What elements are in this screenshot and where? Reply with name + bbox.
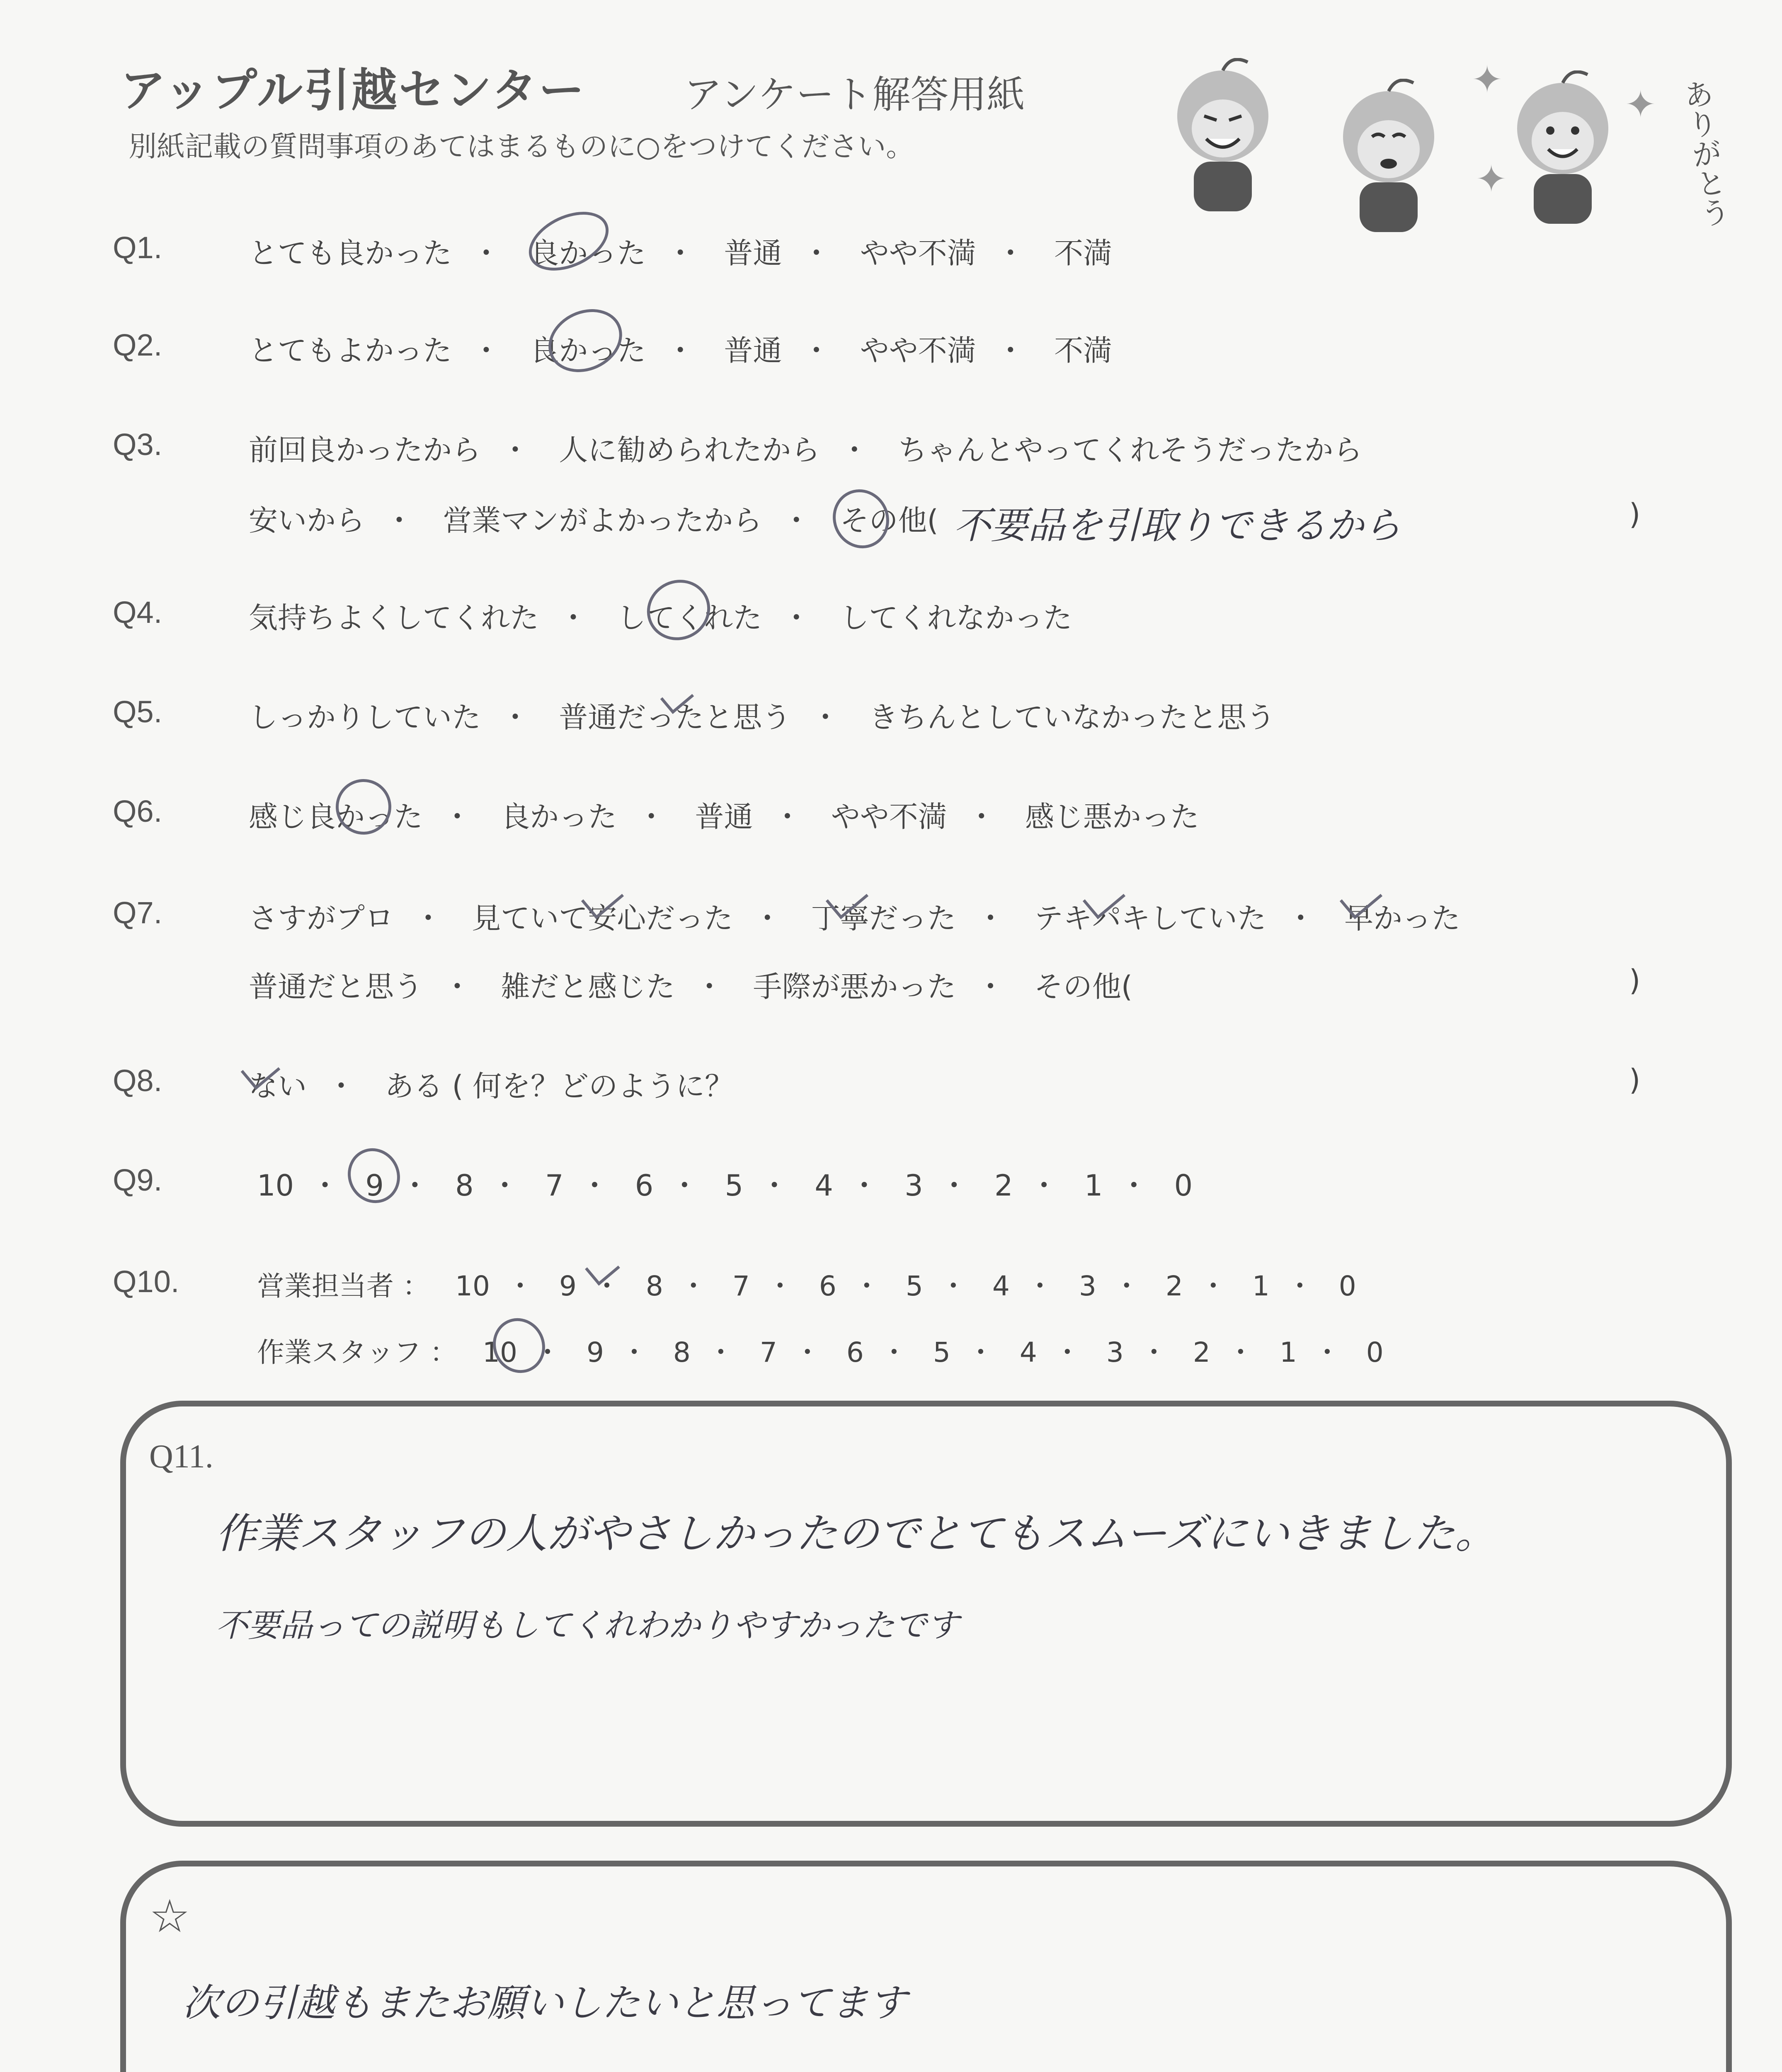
q10-label: Q10. — [113, 1264, 179, 1299]
q3-option[interactable]: 前回良かったから — [249, 433, 481, 467]
q10-staff-score[interactable]: 6 — [846, 1336, 864, 1368]
q3-close-paren: ) — [1629, 497, 1641, 531]
q10-sales-score[interactable]: 7 — [732, 1270, 750, 1302]
q3-label: Q3. — [113, 427, 162, 462]
q3-options-line2: 安いから ・ 営業マンがよかったから ・ その他( — [249, 503, 938, 537]
q7-option[interactable]: 手際が悪かった — [753, 970, 956, 1004]
q7-option[interactable]: 早かった — [1344, 901, 1461, 935]
q9-score[interactable]: 7 — [545, 1169, 564, 1203]
q8-options: ない ・ ある ( 何を？どのように？ — [249, 1069, 734, 1103]
q10-staff-scale: 作業スタッフ ： 10 ・ 9 ・ 8 ・ 7 ・ 6 ・ 5 ・ 4 ・ 3 ・ 2 ・ 1 ・ 0 — [257, 1336, 1384, 1368]
q9-score[interactable]: 3 — [904, 1169, 923, 1203]
q10-staff-score[interactable]: 7 — [759, 1336, 777, 1368]
q10-staff-score[interactable]: 4 — [1019, 1336, 1037, 1368]
q9-score[interactable]: 10 — [257, 1169, 294, 1203]
q6-label: Q6. — [113, 794, 162, 828]
star-icon: ☆ — [149, 1890, 190, 1943]
q5-label: Q5. — [113, 695, 162, 729]
q9-score[interactable]: 5 — [725, 1169, 744, 1203]
q1-option[interactable]: 不満 — [1054, 236, 1113, 270]
q10-staff-score[interactable]: 9 — [586, 1336, 604, 1368]
q9-score[interactable]: 0 — [1174, 1169, 1193, 1203]
q5-option[interactable]: きちんとしていなかったと思う — [869, 700, 1275, 734]
q1-option[interactable]: とても良かった — [249, 236, 452, 270]
q7-option[interactable]: 雑だと感じた — [501, 970, 675, 1004]
q2-option[interactable]: 普通 — [724, 334, 782, 368]
q10-sales-score[interactable]: 3 — [1079, 1270, 1096, 1302]
q6-option[interactable]: 普通 — [695, 800, 753, 834]
monkey-blushing-icon — [1326, 79, 1451, 236]
q10-staff-score[interactable]: 10 — [482, 1336, 517, 1368]
q6-option[interactable]: 良かった — [501, 800, 617, 834]
q8-option[interactable]: ある ( 何を？どのように？ — [385, 1069, 734, 1103]
q11-comment-line: 作業スタッフの人がやさしかったのでとてもスムーズにいきました。 — [216, 1509, 1496, 1558]
instructions: 別紙記載の質問事項のあてはまるものに○をつけてください。 — [128, 131, 914, 163]
monkey-laughing-icon — [1161, 58, 1285, 215]
q7-label: Q7. — [113, 896, 162, 930]
q5-option[interactable]: しっかりしていた — [249, 700, 481, 734]
q6-options: 感じ良かった ・ 良かった ・ 普通 ・ やや不満 ・ 感じ悪かった — [249, 800, 1200, 834]
answer-circle-mark — [637, 569, 720, 651]
q1-option[interactable]: 良かった — [530, 236, 646, 270]
q10-sales-score[interactable]: 10 — [455, 1270, 490, 1302]
q10-staff-score[interactable]: 2 — [1193, 1336, 1210, 1368]
q2-label: Q2. — [113, 328, 162, 362]
q9-label: Q9. — [113, 1163, 162, 1197]
q6-option[interactable]: 感じ良かった — [249, 800, 423, 834]
q2-options: とてもよかった ・ 良かった ・ 普通 ・ やや不満 ・ 不満 — [249, 334, 1113, 368]
q7-option-other[interactable]: その他( — [1034, 970, 1133, 1004]
q4-options: 気持ちよくしてくれた ・ してくれた ・ してくれなかった — [249, 601, 1072, 635]
q6-option[interactable]: やや不満 — [831, 800, 947, 834]
q9-score[interactable]: 9 — [365, 1169, 384, 1203]
q4-option[interactable]: してくれた — [617, 601, 762, 635]
q2-option[interactable]: 良かった — [530, 334, 646, 368]
sparkle-icon: ✦ — [1472, 58, 1503, 102]
sparkle-icon: ✦ — [1625, 83, 1656, 126]
q10-sales-scale: 営業担当者 ： 10 ・ 9 ・ 8 ・ 7 ・ 6 ・ 5 ・ 4 ・ 3 ・ 2 ・ 1 ・ 0 — [257, 1270, 1356, 1302]
q7-option[interactable]: 見ていて安心だった — [472, 901, 733, 935]
q10-staff-score[interactable]: 3 — [1106, 1336, 1124, 1368]
answer-circle-mark — [538, 298, 633, 384]
q3-option-other[interactable]: その他( — [840, 503, 938, 537]
q3-option[interactable]: 人に勧められたから — [559, 433, 820, 467]
q9-score[interactable]: 2 — [994, 1169, 1013, 1203]
q3-option[interactable]: 安いから — [249, 503, 365, 537]
q9-score[interactable]: 4 — [815, 1169, 833, 1203]
q2-option[interactable]: やや不満 — [860, 334, 976, 368]
free-comment-line: 次の引越もまたお願いしたいと思ってます — [182, 1981, 907, 2025]
q5-option[interactable]: 普通だったと思う — [559, 700, 791, 734]
q11-comment-line: 不要品っての説明もしてくれわかりやすかったです — [216, 1607, 960, 1644]
q4-option[interactable]: してくれなかった — [840, 601, 1072, 635]
q1-option[interactable]: やや不満 — [860, 236, 976, 270]
q8-label: Q8. — [113, 1063, 162, 1098]
q10-sales-score[interactable]: 0 — [1338, 1270, 1356, 1302]
thanks-text: ありがとう — [1677, 77, 1732, 230]
q8-option[interactable]: ない — [249, 1069, 307, 1103]
q7-option[interactable]: 丁寧だった — [811, 901, 956, 935]
q10-sales-score[interactable]: 6 — [819, 1270, 836, 1302]
monkey-smiling-icon — [1501, 70, 1625, 228]
q10-staff-score[interactable]: 1 — [1279, 1336, 1297, 1368]
q10-staff-score[interactable]: 8 — [673, 1336, 691, 1368]
company-title: アップル引越センター — [120, 64, 586, 117]
q7-options-line2: 普通だと思う ・ 雑だと感じた ・ 手際が悪かった ・ その他( — [249, 970, 1133, 1004]
q11-label: Q11. — [149, 1438, 213, 1475]
q7-close-paren: ) — [1629, 963, 1641, 997]
q7-option[interactable]: 普通だと思う — [249, 970, 423, 1004]
answer-circle-mark — [484, 1310, 554, 1382]
q9-score[interactable]: 8 — [455, 1169, 474, 1203]
q5-options: しっかりしていた ・ 普通だったと思う ・ きちんとしていなかったと思う — [249, 700, 1275, 734]
answer-circle-mark — [823, 480, 899, 557]
q10-sales-label: 営業担当者 ： — [257, 1270, 430, 1302]
q10-staff-label: 作業スタッフ ： — [257, 1336, 457, 1368]
sparkle-icon: ✦ — [1476, 157, 1507, 201]
q9-score[interactable]: 6 — [635, 1169, 654, 1203]
q4-option[interactable]: 気持ちよくしてくれた — [249, 601, 539, 635]
q7-options-line1: さすがプロ ・ 見ていて安心だった ・ 丁寧だった ・ テキパキしていた ・ 早かった — [249, 901, 1461, 935]
q3-options-line1: 前回良かったから ・ 人に勧められたから ・ ちゃんとやってくれそうだったから — [249, 433, 1363, 467]
q10-staff-score[interactable]: 0 — [1366, 1336, 1384, 1368]
q1-options: とても良かった ・ 良かった ・ 普通 ・ やや不満 ・ 不満 — [249, 236, 1113, 270]
q10-sales-score[interactable]: 5 — [905, 1270, 923, 1302]
q10-sales-score[interactable]: 2 — [1165, 1270, 1183, 1302]
q4-label: Q4. — [113, 595, 162, 629]
q1-option[interactable]: 普通 — [724, 236, 782, 270]
q2-option[interactable]: 不満 — [1054, 334, 1113, 368]
q3-other-answer: 不要品を引取りできるから — [953, 504, 1401, 547]
q10-sales-score[interactable]: 8 — [645, 1270, 663, 1302]
q2-option[interactable]: とてもよかった — [249, 334, 452, 368]
q10-sales-score[interactable]: 4 — [992, 1270, 1010, 1302]
q1-label: Q1. — [113, 230, 162, 265]
q8-close-paren: ) — [1629, 1063, 1641, 1097]
q10-sales-score[interactable]: 9 — [559, 1270, 577, 1302]
free-comment-box[interactable] — [120, 1861, 1732, 2072]
q10-sales-score[interactable]: 1 — [1252, 1270, 1270, 1302]
q3-option[interactable]: ちゃんとやってくれそうだったから — [898, 433, 1363, 467]
q9-scale: 10 ・ 9 ・ 8 ・ 7 ・ 6 ・ 5 ・ 4 ・ 3 ・ 2 ・ 1 ・ 0 — [257, 1169, 1193, 1203]
q10-staff-score[interactable]: 5 — [933, 1336, 950, 1368]
q3-option[interactable]: 営業マンがよかったから — [443, 503, 762, 537]
q9-score[interactable]: 1 — [1084, 1169, 1103, 1203]
form-subtitle: アンケート解答用紙 — [684, 73, 1025, 117]
q7-option[interactable]: テキパキしていた — [1034, 901, 1266, 935]
q6-option[interactable]: 感じ悪かった — [1025, 800, 1200, 834]
q7-option[interactable]: さすがプロ — [249, 901, 394, 935]
